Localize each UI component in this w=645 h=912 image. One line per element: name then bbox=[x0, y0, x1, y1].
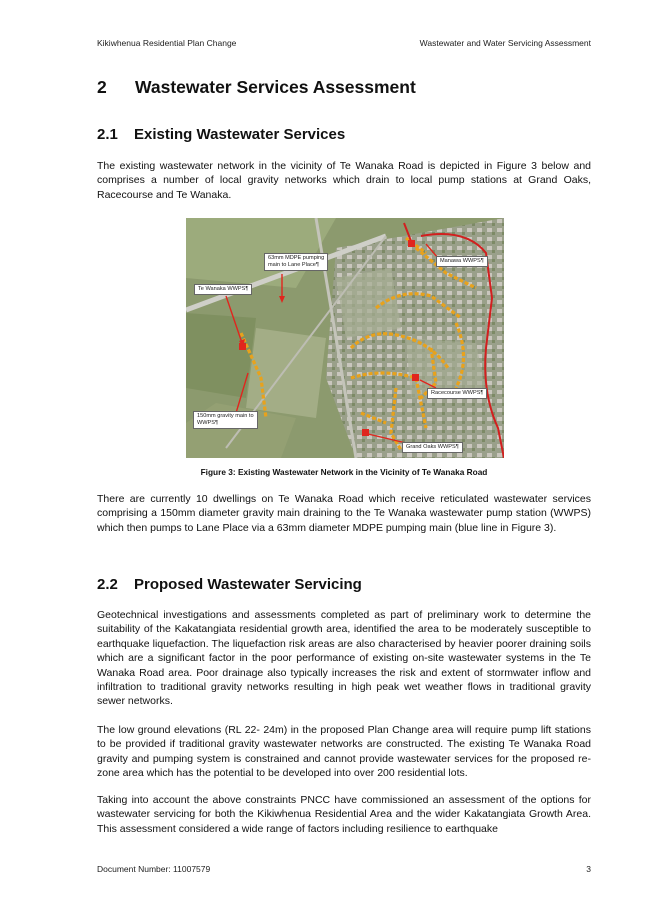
subsection-number: 2.2 bbox=[97, 576, 118, 593]
label-mdpe-pumping-main: 63mm MDPE pumping main to Lane Place¶ bbox=[264, 253, 328, 271]
label-grand-oaks-wwps: Grand Oaks WWPS¶ bbox=[402, 442, 463, 453]
header-left: Kikiwhenua Residential Plan Change bbox=[97, 38, 237, 48]
section-number: 2 bbox=[97, 77, 107, 97]
paragraph-current-dwellings: There are currently 10 dwellings on Te Wanaka Road which receive reticulated wastewater services comprising a 150mm diameter gravity main draining to the Te Wanaka wastewater pump station (WWPS) which then pumps to Lane Place via a 63mm diameter MDPE pumping main (blue line in Figure 3). bbox=[97, 493, 591, 534]
footer-document-number: Document Number: 11007579 bbox=[97, 864, 211, 874]
subsection-title: Existing Wastewater Services bbox=[134, 126, 346, 143]
section-heading bbox=[97, 77, 416, 98]
paragraph-ground-elevations: The low ground elevations (RL 22- 24m) in the proposed Plan Change area will require pump lift stations to be provided if traditional gravity wastewater networks are constructed. The existing Te Wanaka Road gravity and pumping system is constrained and cannot provide wastewater services for the proposed re-zone area which has the potential to be developed into over 200 residential lots. bbox=[97, 724, 591, 780]
label-manawa-wwps: Manawa WWPS¶ bbox=[436, 256, 488, 267]
label-gravity-main: 150mm gravity main to WWPS¶ bbox=[193, 411, 258, 429]
figure-aerial-map bbox=[186, 218, 504, 458]
section-title: Wastewater Services Assessment bbox=[135, 77, 416, 97]
paragraph-constraints: Taking into account the above constraints PNCC have commissioned an assessment of the options for wastewater servicing for both the Kikiwhenua Residential Area and the wider Kakatangiata Growth Area. This assessment considered a wide range of factors including resilience to earthquake bbox=[97, 794, 591, 835]
subsection-number: 2.1 bbox=[97, 126, 118, 143]
paragraph-geotechnical: Geotechnical investigations and assessments completed as part of preliminary work to determine the suitability of the Kakatangiata residential growth area, identified the area to be moderately susceptible to earthquake liquefaction. The liquefaction risk areas are also characterised by heavier poorer draining soils which are a significant factor in the poor performance of existing on-site wastewater systems in the Te Wanaka Road area. Poor drainage also typically increases the risk and extent of stormwater inflow and infiltration to traditional gravity networks resulting in high peak wet weather flows in traditional gravity sewer networks. bbox=[97, 609, 591, 708]
footer-page-number: 3 bbox=[586, 864, 591, 874]
subsection-heading-2-2 bbox=[97, 576, 362, 593]
label-te-wanaka-wwps: Te Wanaka WWPS¶ bbox=[194, 284, 252, 295]
subsection-title: Proposed Wastewater Servicing bbox=[134, 576, 362, 593]
paragraph-existing-network: The existing wastewater network in the vicinity of Te Wanaka Road is depicted in Figure 3 below and comprises a number of local gravity networks which drain to local pump stations at Grand Oaks, Racecourse and Te Wanaka. bbox=[97, 160, 591, 201]
figure-caption: Figure 3: Existing Wastewater Network in the Vicinity of Te Wanaka Road bbox=[200, 467, 488, 477]
label-racecourse-wwps: Racecourse WWPS¶ bbox=[427, 388, 487, 399]
subsection-heading-2-1 bbox=[97, 126, 345, 143]
header-right: Wastewater and Water Servicing Assessment bbox=[419, 38, 591, 48]
